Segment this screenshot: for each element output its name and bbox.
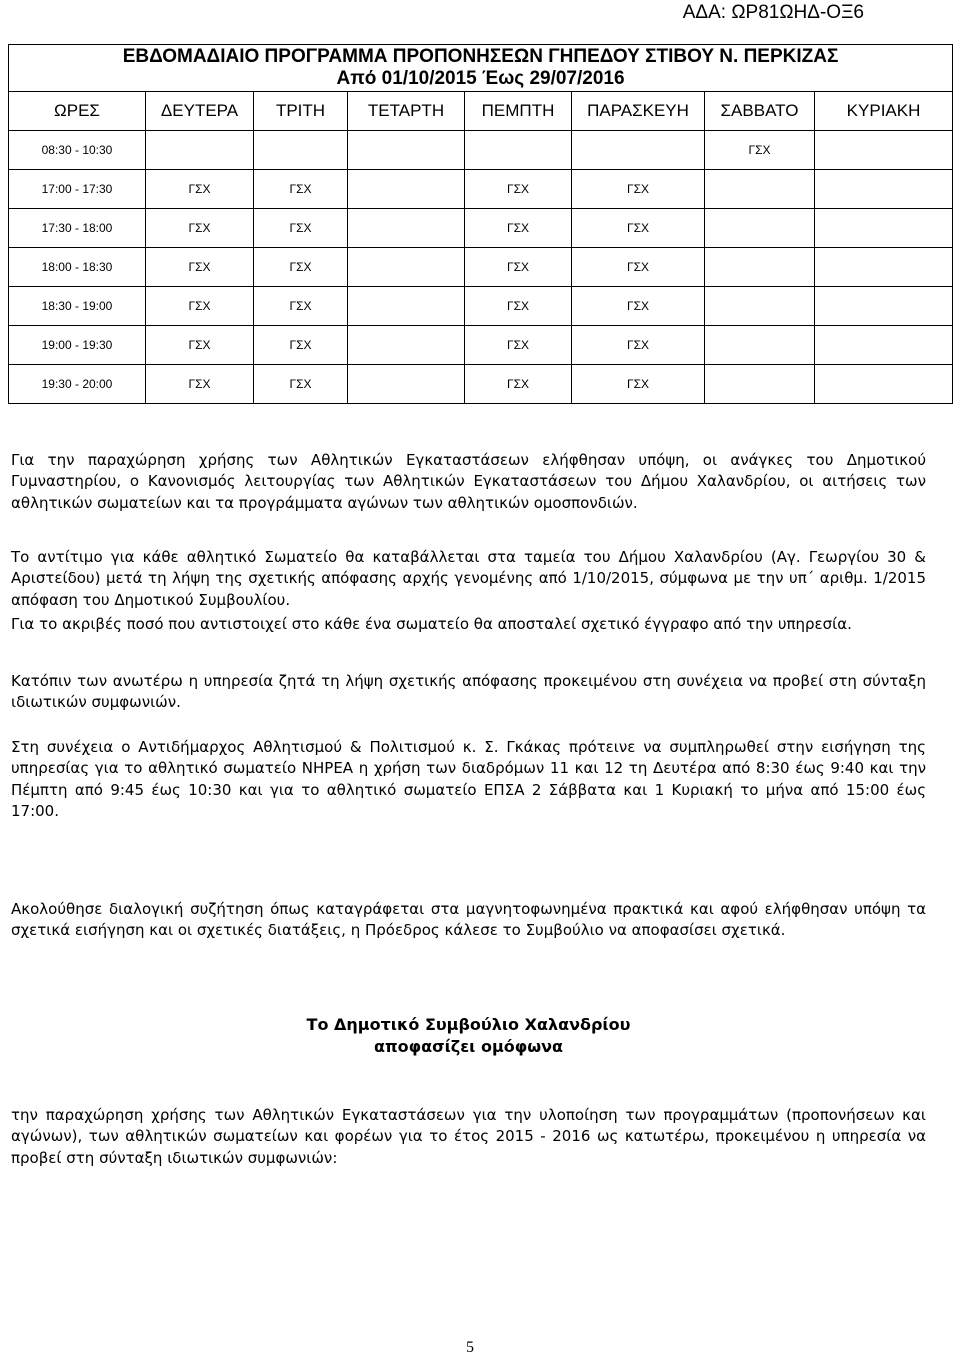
time-slot-cell: 19:00 - 19:30: [9, 326, 146, 365]
time-slot-cell: 08:30 - 10:30: [9, 131, 146, 170]
schedule-cell: ΓΣΧ: [146, 170, 254, 209]
schedule-cell: ΓΣΧ: [705, 131, 815, 170]
paragraph-discussion: Ακολούθησε διαλογική συζήτηση όπως καταγράφεται στα μαγνητοφωνημένα πρακτικά και αφού ελήφθησαν υπόψη τα σχετικά εισήγηση και οι σχετικές διατάξεις, η Πρόεδρος κάλεσε το Συμβούλιο να αποφασίσει σχετικά.: [11, 900, 926, 940]
decision-council: Το Δημοτικό Συμβούλιο Χαλανδρίου: [306, 1015, 631, 1034]
schedule-cell: [348, 170, 465, 209]
schedule-cell: [815, 365, 953, 404]
schedule-title: [9, 45, 953, 92]
table-row: [9, 209, 953, 248]
column-header: ΣΑΒΒΑΤΟ: [705, 92, 815, 131]
table-row: [9, 131, 953, 170]
schedule-cell: [348, 287, 465, 326]
schedule-cell: [705, 209, 815, 248]
schedule-cell: [705, 170, 815, 209]
schedule-cell: ΓΣΧ: [254, 287, 348, 326]
schedule-cell: ΓΣΧ: [465, 326, 572, 365]
schedule-cell: [705, 365, 815, 404]
table-row: [9, 170, 953, 209]
schedule-cell: ΓΣΧ: [254, 365, 348, 404]
schedule-cell: [815, 170, 953, 209]
column-header: ΤΡΙΤΗ: [254, 92, 348, 131]
schedule-table: [8, 44, 953, 404]
schedule-cell: ΓΣΧ: [465, 170, 572, 209]
page-number: 5: [466, 1339, 474, 1356]
schedule-cell: [348, 131, 465, 170]
paragraph-decision: την παραχώρηση χρήσης των Αθλητικών Εγκαταστάσεων για την υλοποίηση των προγραμμάτων (προπονήσεων και αγώνων), των αθλητικών σωματείων και φορέων για το έτος 2015 - 2016 ως κατωτέρω, προκειμένου η υπηρεσία να προβεί στη σύνταξη ιδιωτικών συμφωνιών:: [11, 1106, 926, 1167]
decision-heading: [11, 1014, 926, 1058]
schedule-cell: ΓΣΧ: [146, 248, 254, 287]
schedule-cell: ΓΣΧ: [146, 209, 254, 248]
schedule-cell: ΓΣΧ: [465, 287, 572, 326]
schedule-cell: [815, 248, 953, 287]
paragraph-considerations: Για την παραχώρηση χρήσης των Αθλητικών Εγκαταστάσεων ελήφθησαν υπόψη, οι ανάγκες του Δημοτικού Γυμναστηρίου, ο Κανονισμός λειτουργίας των Αθλητικών Εγκαταστάσεων του Δήμου Χαλανδρίου, οι αιτήσεις των αθλητικών σωματείων και τα προγράμματα αγώνων των αθλητικών ομοσπονδιών.: [11, 451, 926, 512]
schedule-cell: ΓΣΧ: [572, 209, 705, 248]
schedule-cell: [146, 131, 254, 170]
schedule-cell: [815, 287, 953, 326]
time-slot-cell: 18:30 - 19:00: [9, 287, 146, 326]
column-header: ΤΕΤΑΡΤΗ: [348, 92, 465, 131]
schedule-cell: [705, 248, 815, 287]
schedule-cell: ΓΣΧ: [572, 170, 705, 209]
schedule-cell: [348, 209, 465, 248]
time-slot-cell: 17:30 - 18:00: [9, 209, 146, 248]
schedule-cell: ΓΣΧ: [146, 287, 254, 326]
schedule-cell: ΓΣΧ: [465, 365, 572, 404]
table-row: [9, 326, 953, 365]
paragraph-proposal: Στη συνέχεια ο Αντιδήμαρχος Αθλητισμού & Πολιτισμού κ. Σ. Γκάκας πρότεινε να συμπληρωθεί στην εισήγηση της υπηρεσίας για το αθλητικό σωματείο ΝΗΡΕΑ η χρήση των διαδρόμων 11 και 12 τη Δευτέρα από 8:30 έως 9:40 και την Πέμπτη από 9:45 έως 10:30 και για το αθλητικό σωματείο ΕΠΣΑ 2 Σάββατα και 1 Κυριακή το μήνα από 15:00 έως 17:00.: [11, 738, 926, 821]
time-slot-cell: 17:00 - 17:30: [9, 170, 146, 209]
decision-unanimous: αποφασίζει ομόφωνα: [373, 1037, 564, 1056]
schedule-cell: ΓΣΧ: [146, 365, 254, 404]
schedule-cell: ΓΣΧ: [572, 365, 705, 404]
schedule-cell: ΓΣΧ: [572, 287, 705, 326]
column-header: ΚΥΡΙΑΚΗ: [815, 92, 953, 131]
column-header: ΩΡΕΣ: [9, 92, 146, 131]
schedule-cell: [348, 326, 465, 365]
schedule-cell: ΓΣΧ: [465, 209, 572, 248]
schedule-cell: ΓΣΧ: [465, 248, 572, 287]
schedule-cell: ΓΣΧ: [572, 326, 705, 365]
schedule-cell: ΓΣΧ: [254, 209, 348, 248]
schedule-cell: [465, 131, 572, 170]
schedule-cell: [572, 131, 705, 170]
schedule-cell: [705, 326, 815, 365]
schedule-cell: [254, 131, 348, 170]
schedule-cell: ΓΣΧ: [146, 326, 254, 365]
schedule-cell: ΓΣΧ: [254, 170, 348, 209]
table-row: [9, 365, 953, 404]
schedule-cell: ΓΣΧ: [254, 248, 348, 287]
schedule-cell: [815, 131, 953, 170]
column-header: ΠΑΡΑΣΚΕΥΗ: [572, 92, 705, 131]
ada-code: ΑΔΑ: ΩΡ81ΩΗΔ-ΟΞ6: [682, 2, 864, 23]
time-slot-cell: 18:00 - 18:30: [9, 248, 146, 287]
paragraph-amount: Για το ακριβές ποσό που αντιστοιχεί στο κάθε ένα σωματείο θα αποσταλεί σχετικό έγγραφο από την υπηρεσία.: [11, 615, 852, 633]
time-slot-cell: 19:30 - 20:00: [9, 365, 146, 404]
paragraph-fee: Το αντίτιμο για κάθε αθλητικό Σωματείο θα καταβάλλεται στα ταμεία του Δήμου Χαλανδρίου (Αγ. Γεωργίου 30 & Αριστείδου) μετά τη λήψη της σχετικής απόφασης αρχής γενομένης από 1/10/2015, σύμφωνα με την υπ΄ αριθμ. 1/2015 απόφαση του Δημοτικού Συμβουλίου.: [11, 548, 926, 609]
schedule-title-line1: ΕΒΔΟΜΑΔΙΑΙΟ ΠΡΟΓΡΑΜΜΑ ΠΡΟΠΟΝΗΣΕΩΝ ΓΗΠΕΔΟΥ ΣΤΙΒΟΥ Ν. ΠΕΡΚΙΖΑΣ: [122, 46, 839, 67]
schedule-title-line2: Από 01/10/2015 Έως 29/07/2016: [336, 68, 625, 89]
column-header: ΠΕΜΠΤΗ: [465, 92, 572, 131]
schedule-cell: [348, 248, 465, 287]
schedule-cell: [705, 287, 815, 326]
table-row: [9, 287, 953, 326]
column-header: ΔΕΥΤΕΡΑ: [146, 92, 254, 131]
table-row: [9, 248, 953, 287]
schedule-cell: ΓΣΧ: [254, 326, 348, 365]
schedule-cell: ΓΣΧ: [572, 248, 705, 287]
paragraph-request: Κατόπιν των ανωτέρω η υπηρεσία ζητά τη λήψη σχετικής απόφασης προκειμένου στη συνέχεια να προβεί στη σύνταξη ιδιωτικών συμφωνιών.: [11, 672, 926, 712]
schedule-cell: [815, 326, 953, 365]
schedule-cell: [348, 365, 465, 404]
schedule-cell: [815, 209, 953, 248]
